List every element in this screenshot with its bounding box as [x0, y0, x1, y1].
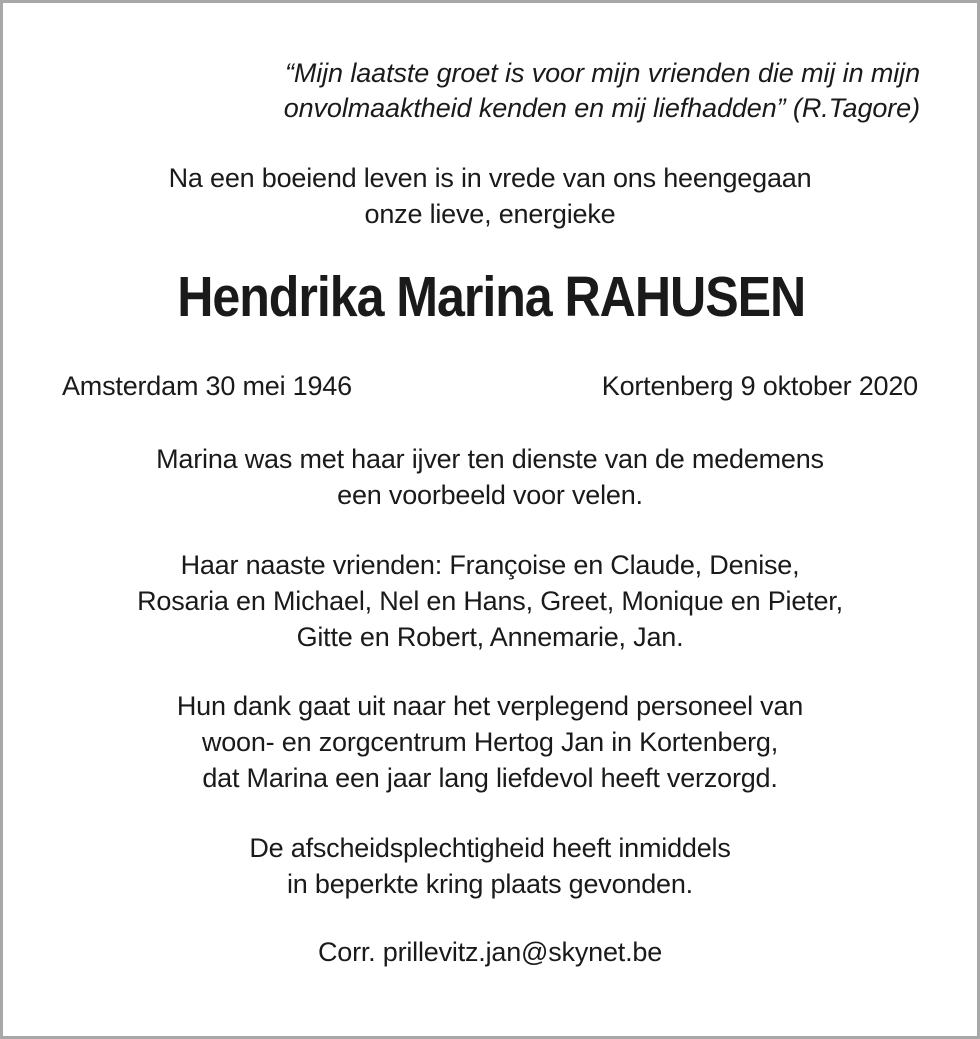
deceased-name: Hendrika Marina RAHUSEN: [177, 265, 806, 329]
ceremony-line-1: De afscheidsplechtigheid heeft inmiddels: [249, 833, 731, 863]
tribute-line-1: Marina was met haar ijver ten dienste van de medemens: [156, 444, 824, 474]
friends-text: [0, 547, 980, 655]
tribute-line-2: een voorbeeld voor velen.: [337, 480, 643, 510]
quote-line-2: onvolmaaktheid kenden en mij liefhadden” (R.Tagore): [283, 93, 920, 123]
ceremony-line-2: in beperkte kring plaats gevonden.: [287, 869, 693, 899]
tagore-quote: [160, 56, 920, 126]
correspondence-address: [0, 934, 980, 970]
thanks-line-1: Hun dank gaat uit naar het verplegend personeel van: [176, 691, 804, 721]
correspondence-line: Corr. prillevitz.jan@skynet.be: [317, 937, 663, 967]
friends-line-3: Gitte en Robert, Annemarie, Jan.: [296, 622, 684, 652]
friends-line-1: Haar naaste vrienden: Françoise en Claude, Denise,: [180, 550, 800, 580]
intro-text: [0, 160, 980, 232]
ceremony-text: [0, 830, 980, 902]
thanks-line-2: woon- en zorgcentrum Hertog Jan in Kortenberg,: [201, 727, 779, 757]
friends-line-2: Rosaria en Michael, Nel en Hans, Greet, Monique en Pieter,: [137, 586, 843, 616]
thanks-text: [0, 688, 980, 796]
tribute-text: [0, 441, 980, 513]
intro-line-1: Na een boeiend leven is in vrede van ons heengegaan: [168, 163, 812, 193]
life-dates: [0, 368, 980, 404]
thanks-line-3: dat Marina een jaar lang liefdevol heeft verzorgd.: [202, 763, 778, 793]
birth-place-date: Amsterdam 30 mei 1946: [62, 371, 352, 401]
intro-line-2: onze lieve, energieke: [364, 199, 616, 229]
death-place-date: Kortenberg 9 oktober 2020: [601, 371, 918, 401]
quote-line-1: “Mijn laatste groet is voor mijn vrienden die mij in mijn: [284, 58, 920, 88]
